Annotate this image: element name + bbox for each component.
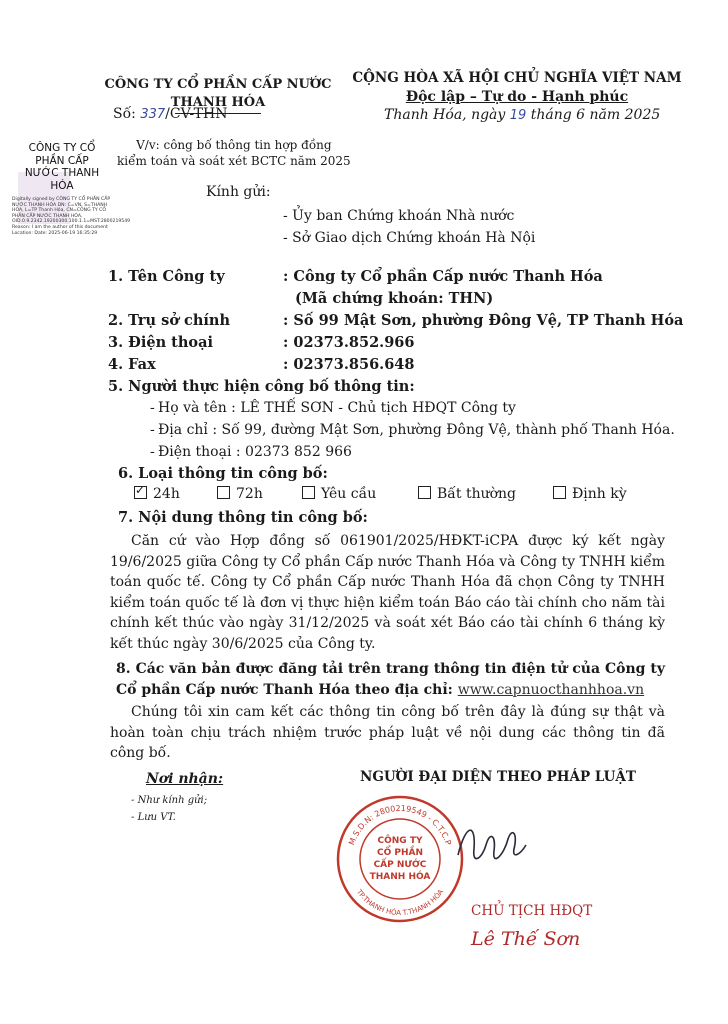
signature-name-line: PHẦN CẤP <box>35 154 89 167</box>
receiver-text: Như kính gửi; <box>137 795 208 806</box>
discloser-name-text: Họ và tên : LÊ THẾ SƠN - Chủ tịch HĐQT Công ty <box>158 400 516 416</box>
checkbox-label: Yêu cầu <box>321 486 377 502</box>
checkbox-label: 24h <box>153 486 180 502</box>
receiver-item: - Lưu VT. <box>131 812 176 823</box>
signature-stroke <box>458 830 526 858</box>
seal-ring-bottom-text: TP.THANH HÓA T.THANH HÓA <box>354 888 446 918</box>
checkbox-label: 72h <box>236 486 263 502</box>
doc-no-handwritten: 337 <box>140 107 166 122</box>
hq-value: : Số 99 Mật Sơn, phường Đông Vệ, TP Thanh Hóa <box>283 312 684 329</box>
checkbox-72h[interactable] <box>217 486 263 502</box>
website-label: 8. Các văn bản được đăng tải trên trang thông tin điện tử của Công ty Cổ phần Cấp nước Thanh Hóa theo địa chỉ: <box>116 661 665 698</box>
website-link[interactable]: www.capnuocthanhhoa.vn <box>457 681 645 698</box>
seal-outer-ring <box>338 797 462 921</box>
recipient-item: - Sở Giao dịch Chứng khoán Hà Nội <box>283 230 536 246</box>
website-paragraph <box>116 659 665 700</box>
date-prefix: Thanh Hóa, ngày <box>384 107 506 123</box>
fax-value: : 02373.856.648 <box>283 356 415 373</box>
checkbox-icon[interactable] <box>418 486 431 499</box>
seal-line: CÔNG TY <box>377 836 423 846</box>
discloser-phone-text: Điện thoại : 02373 852 966 <box>158 444 352 460</box>
doc-no-suffix: /CV-THN <box>165 106 228 122</box>
seal-line: CẤP NƯỚC <box>373 860 427 870</box>
checkbox-label: Định kỳ <box>572 486 627 502</box>
checkbox-label: Bất thường <box>437 486 517 502</box>
doc-no-prefix: Số: <box>113 106 136 122</box>
info-type-label: 6. Loại thông tin công bố: <box>118 465 328 482</box>
motto: Độc lập – Tự do - Hạnh phúc <box>405 89 629 105</box>
signature-name-line: HÓA <box>50 179 74 192</box>
company-name-value: : Công ty Cổ phần Cấp nước Thanh Hóa <box>283 268 603 285</box>
signature-details: Digitally signed by CÔNG TY CỔ PHẦN CẤP NƯỚC THANH HÓA DN: C=VN, S=THANH HÓA, L=TP Thanh Hóa, CN=CÔNG TY CỔ PHẦN CẤP NƯỚC THANH HÓA, OID.0.9.2342.19200300.100.1.1=MST:2800219549 Reason: I am the author of this document Location: Date: 2025-06-19 16:35:29 <box>12 197 131 236</box>
commitment-text: Chúng tôi xin cam kết các thông tin công bố trên đây là đúng sự thật và hoàn toàn chịu trách nhiệm trước pháp luật về nội dung các thông tin đã công bố. <box>110 704 665 761</box>
ticker: (Mã chứng khoán: THN) <box>295 290 494 307</box>
seal-line: THANH HÓA <box>369 872 431 882</box>
signer-name: Lê Thế Sơn <box>471 928 581 950</box>
discloser-label: 5. Người thực hiện công bố thông tin: <box>108 378 415 395</box>
commitment-paragraph <box>110 702 665 764</box>
seal-line: CỔ PHẦN <box>376 848 424 858</box>
content-label: 7. Nội dung thông tin công bố: <box>118 509 368 526</box>
seal-inner-ring <box>360 819 440 899</box>
signature-name-line: CÔNG TY CỔ <box>28 142 96 154</box>
date-suffix: tháng 6 năm 2025 <box>530 107 661 123</box>
document-date <box>384 107 660 123</box>
company-name-label: 1. Tên Công ty <box>108 268 225 285</box>
company-name-line1: CÔNG TY CỔ PHẦN CẤP NƯỚC <box>104 77 332 92</box>
checkbox-checked-icon[interactable] <box>134 486 147 499</box>
checkbox-icon[interactable] <box>553 486 566 499</box>
digital-signature <box>12 142 131 262</box>
signer-title: CHỦ TỊCH HĐQT <box>471 903 593 919</box>
fax-label: 4. Fax <box>108 356 156 373</box>
date-day-handwritten: 19 <box>509 108 527 123</box>
recipients-heading: Kính gửi: <box>206 184 271 200</box>
nation-header <box>352 69 682 107</box>
subject-line1: V/v: công bố thông tin hợp đồng <box>136 138 332 152</box>
receivers-heading: Nơi nhận: <box>146 771 224 787</box>
checkbox-extraordinary[interactable] <box>418 486 516 502</box>
seal-graphic <box>334 793 466 925</box>
checkbox-icon[interactable] <box>217 486 230 499</box>
recipient-item: - Ủy ban Chứng khoán Nhà nước <box>283 208 515 224</box>
subject-line2: kiểm toán và soát xét BCTC năm 2025 <box>117 154 351 168</box>
nation-title: CỘNG HÒA XÃ HỘI CHỦ NGHĨA VIỆT NAM <box>352 70 682 86</box>
discloser-name: - Họ và tên : LÊ THẾ SƠN - Chủ tịch HĐQT Công ty <box>150 400 516 416</box>
checkbox-periodic[interactable] <box>553 486 627 502</box>
handwritten-signature <box>452 815 532 875</box>
signature-name-line: NƯỚC THANH <box>24 167 100 179</box>
discloser-address: - Địa chỉ : Số 99, đường Mật Sơn, phường Đông Vệ, thành phố Thanh Hóa. <box>150 422 675 438</box>
content-paragraph <box>110 531 665 654</box>
discloser-phone: - Điện thoại : 02373 852 966 <box>150 444 352 460</box>
hq-label: 2. Trụ sở chính <box>108 312 230 329</box>
company-name-line2: THANH HÓA <box>170 95 266 110</box>
phone-label: 3. Điện thoại <box>108 334 213 351</box>
discloser-address-text: Địa chỉ : Số 99, đường Mật Sơn, phường Đông Vệ, thành phố Thanh Hóa. <box>158 422 675 438</box>
checkbox-on-request[interactable] <box>302 486 376 502</box>
phone-value: : 02373.852.966 <box>283 334 415 351</box>
content-text: Căn cứ vào Hợp đồng số 061901/2025/HĐKT-iCPA được ký kết ngày 19/6/2025 giữa Công ty Cổ phần Cấp nước Thanh Hóa và Công ty TNHH kiểm toán quốc tế. Công ty Cổ phần Cấp nước Thanh Hóa đã chọn Công ty TNHH kiểm toán quốc tế là đơn vị thực hiện kiểm toán Báo cáo tài chính cho năm tài chính kết thúc vào ngày 31/12/2025 và soát xét Báo cáo tài chính 6 tháng kỳ kết thúc ngày 30/6/2025 của Công ty. <box>110 533 665 652</box>
subject <box>117 137 351 169</box>
document-number <box>113 106 227 122</box>
receiver-text: Lưu VT. <box>137 812 176 823</box>
representative-title: NGƯỜI ĐẠI DIỆN THEO PHÁP LUẬT <box>360 769 636 785</box>
company-seal <box>334 793 466 925</box>
seal-ring-text: M.S.D.N: 2800219549 - C.T.C.P <box>347 803 453 847</box>
checkbox-24h[interactable] <box>134 486 180 502</box>
checkbox-icon[interactable] <box>302 486 315 499</box>
signature-name <box>12 142 112 192</box>
receiver-item: - Như kính gửi; <box>131 795 208 806</box>
